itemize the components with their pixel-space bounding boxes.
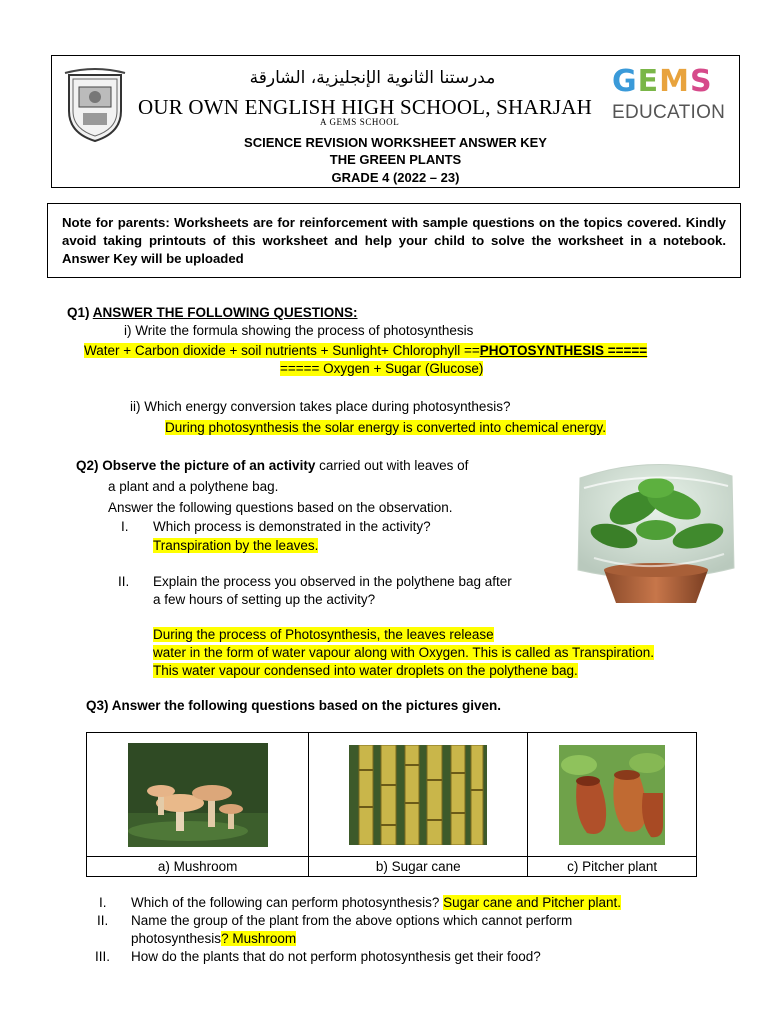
pictures-table [86,732,697,877]
q2-ii-answer-line2 [153,645,654,660]
gems-education-label: EDUCATION [612,102,726,123]
q3-ii-question-line1: Name the group of the plant from the above options which cannot perform [131,913,573,928]
q1-heading [67,305,358,320]
q3-i-label: I. [99,895,107,910]
q2-ii-question-line2: a few hours of setting up the activity? [153,592,376,607]
parent-note: Note for parents: Worksheets are for reinforcement with sample questions on the topics covered. Kindly avoid taking printouts of this worksheet and help your child to solve the worksheet in a notebook. Answer Key will be uploaded [47,203,741,278]
pitcher-plant-image [559,745,665,845]
q3-i-question: Which of the following can perform photosynthesis? [131,895,444,910]
q2-intro [76,458,468,473]
caption-pitcher-plant: c) Pitcher plant [528,857,697,877]
school-name: OUR OWN ENGLISH HIGH SCHOOL, SHARJAH [138,95,593,119]
q3-ii-question-line2: photosynthesis [131,931,222,946]
q3-ii-answer: ? Mushroom [221,931,297,946]
q3-iii-label: III. [95,949,111,964]
q1-i-question: i) Write the formula showing the process of photosynthesis [124,323,474,338]
q2-intro-bold: Q2) Observe the picture of an activity [76,458,316,473]
q1-title: ANSWER THE FOLLOWING QUESTIONS: [92,305,358,320]
q3-heading: Q3) Answer the following questions based on the pictures given. [86,698,502,713]
caption-sugar-cane: b) Sugar cane [309,857,528,877]
mushroom-image [128,743,268,847]
worksheet-grade: GRADE 4 (2022 – 23) [331,170,460,185]
school-name-arabic: مدرستنا الثانوية الإنجليزية، الشارقة [249,68,496,88]
q2-i-answer [153,538,318,553]
q1-i-answer-line2 [280,361,483,376]
school-crest-logo [63,67,127,143]
q2-ii-label: II. [118,574,130,589]
q1-i-answer [84,343,647,358]
plant-in-polythene-bag-image [574,458,738,606]
q1-ii-question: ii) Which energy conversion takes place during photosynthesis? [130,399,511,414]
q1-number: Q1) [67,305,90,320]
school-subtitle: A GEMS SCHOOL [320,117,400,127]
q3-ii-label: II. [97,913,109,928]
q2-ii-answer-line3-text: This water vapour condensed into water droplets on the polythene bag. [153,663,578,678]
q2-i-answer-text: Transpiration by the leaves. [153,538,319,553]
q2-i-label: I. [121,519,129,534]
q3-i-answer: Sugar cane and Pitcher plant. [443,895,622,910]
pitcher-plant-cell [528,733,697,857]
sugar-cane-image [349,745,487,845]
q2-intro-line2: a plant and a polythene bag. [108,479,279,494]
q1-i-answer-text: Water + Carbon dioxide + soil nutrients + Sunlight+ Chlorophyll == [84,343,480,358]
q2-intro-line3: Answer the following questions based on the observation. [108,500,453,515]
caption-mushroom: a) Mushroom [87,857,309,877]
q3-iii-question: How do the plants that do not perform photosynthesis get their food? [131,949,541,964]
q2-ii-answer-line1-text: During the process of Photosynthesis, the leaves release [153,627,494,642]
q2-ii-answer-line2-text: water in the form of water vapour along with Oxygen. This is called as Transpiration. [153,645,654,660]
mushroom-cell [87,733,309,857]
worksheet-title: SCIENCE REVISION WORKSHEET ANSWER KEY [244,135,547,150]
q1-ii-answer-text: During photosynthesis the solar energy is converted into chemical energy. [165,420,606,435]
q3-i-line [131,895,621,910]
q2-ii-answer-line1 [153,627,494,642]
q3-ii-line2 [131,931,296,946]
q1-i-answer-bold: PHOTOSYNTHESIS ===== [479,343,648,358]
q2-ii-question-line1: Explain the process you observed in the polythene bag after [153,574,512,589]
q2-intro-rest: carried out with leaves of [315,458,469,473]
q2-ii-answer-line3 [153,663,578,678]
worksheet-topic: THE GREEN PLANTS [329,152,462,167]
q1-i-answer-line2-text: ===== Oxygen + Sugar (Glucose) [280,361,484,376]
q1-ii-answer [165,420,606,435]
sugar-cane-cell [309,733,528,857]
gems-education-logo: GEMS EDUCATION [612,64,726,123]
q2-i-question: Which process is demonstrated in the activity? [153,519,431,534]
